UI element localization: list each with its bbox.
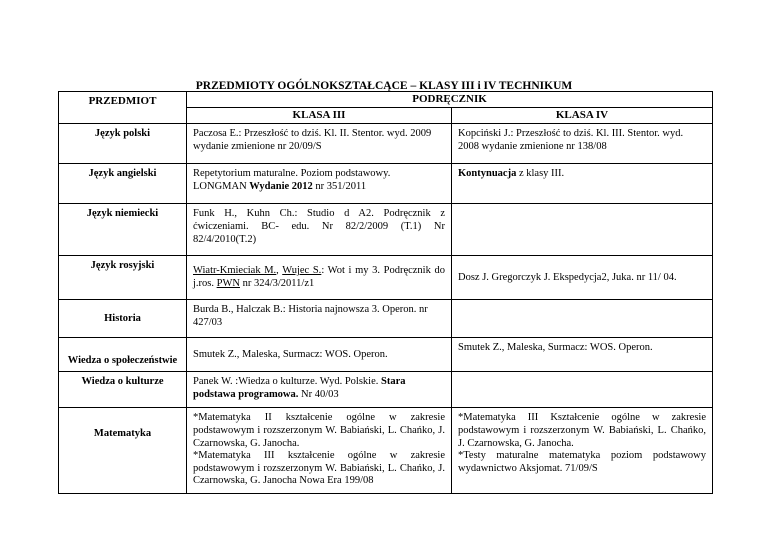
subject-cell: Historia	[59, 300, 187, 338]
class4-cell	[452, 300, 713, 338]
cell-text: : Wot i my 3. Podręcznik do j.ros.	[193, 265, 445, 289]
class4-cell: Smutek Z., Maleska, Surmacz: WOS. Operon.	[452, 338, 713, 372]
class4-cell	[452, 372, 713, 408]
cell-text: *Matematyka III Kształcenie ogólne w zakresie podstawowym i rozszerzonym W. Babiański, L. Chańko, J. Czarnowska, G. Janocha.	[458, 412, 706, 449]
page-title: PRZEDMIOTY OGÓLNOKSZTAŁCĄCE – KLASY III i IV TECHNIKUM	[195, 80, 573, 92]
class3-cell: Paczosa E.: Przeszłość to dziś. Kl. II. Stentor. wyd. 2009 wydanie zmienione nr 20/09/S	[187, 124, 452, 164]
subject-cell: Język niemiecki	[59, 204, 187, 256]
class4-cell	[452, 204, 713, 256]
cell-text-bold: Kontynuacja	[458, 168, 517, 180]
cell-text: *Testy maturalne matematyka poziom podstawowy wydawnictwo Aksjomat. 71/09/S	[458, 450, 706, 474]
class4-cell: Kopciński J.: Przeszłość to dziś. Kl. III. Stentor. wyd. 2008 wydanie zmienione nr 138/08	[452, 124, 713, 164]
cell-text: *Matematyka II kształcenie ogólne w zakresie podstawowym i rozszerzonym W. Babiański, L. Chańko, J. Czarnowska, G. Janocha.	[193, 412, 445, 449]
textbook-table	[58, 91, 713, 494]
class4-cell	[452, 408, 713, 494]
cell-text: nr 351/2011	[312, 180, 367, 192]
subject-cell: Język polski	[59, 124, 187, 164]
class3-cell	[187, 256, 452, 300]
class3-cell	[187, 164, 452, 204]
header-textbook: PODRĘCZNIK	[187, 92, 713, 108]
subject-cell: Wiedza o społeczeństwie	[59, 338, 187, 372]
cell-text: Repetytorium maturalne. Poziom podstawowy. LONGMAN	[193, 168, 391, 192]
cell-text: ,	[276, 265, 283, 277]
cell-text: nr 324/3/2011/z1	[239, 277, 315, 289]
header-subject: PRZEDMIOT	[59, 92, 187, 124]
publisher-link-text: PWN	[216, 277, 240, 289]
header-class-4: KLASA IV	[452, 108, 713, 124]
cell-text: *Matematyka III kształcenie ogólne w zakresie podstawowym i rozszerzonym W. Babiański, L. Chańko, J. Czarnowska, G. Janocha Nowa Era 199/08	[193, 450, 445, 487]
author-link-text: Wiatr-Kmieciak M.	[193, 265, 277, 277]
class4-cell	[452, 164, 713, 204]
class3-cell	[187, 372, 452, 408]
cell-text: z klasy III.	[516, 168, 565, 180]
author-link-text: Wujec S.	[282, 265, 322, 277]
cell-text: Nr 40/03	[298, 388, 339, 400]
class3-cell	[187, 408, 452, 494]
class3-cell: Funk H., Kuhn Ch.: Studio d A2. Podręcznik z ćwiczeniami. BC- edu. Nr 82/2/2009 (T.1) Nr 82/4/2010(T.2)	[187, 204, 452, 256]
header-class-3: KLASA III	[187, 108, 452, 124]
cell-text-bold: Stara podstawa programowa.	[193, 376, 406, 400]
subject-cell: Matematyka	[59, 408, 187, 494]
class3-cell: Burda B., Halczak B.: Historia najnowsza 3. Operon. nr 427/03	[187, 300, 452, 338]
class3-cell: Smutek Z., Maleska, Surmacz: WOS. Operon.	[187, 338, 452, 372]
subject-cell: Język rosyjski	[59, 256, 187, 300]
subject-cell: Język angielski	[59, 164, 187, 204]
class4-cell: Dosz J. Gregorczyk J. Ekspedycja2, Juka. nr 11/ 04.	[452, 256, 713, 300]
cell-text-bold: Wydanie 2012	[249, 180, 313, 192]
cell-text: Panek W. :Wiedza o kulturze. Wyd. Polskie.	[193, 376, 382, 388]
subject-cell: Wiedza o kulturze	[59, 372, 187, 408]
